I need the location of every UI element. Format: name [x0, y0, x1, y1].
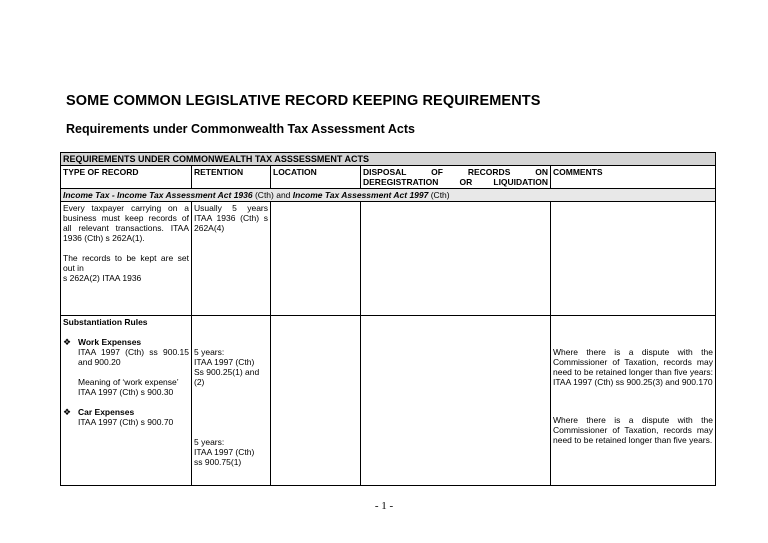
comments-cell: [551, 202, 716, 316]
car-comment: Where there is a dispute with the Commissioner of Taxation, records may need to be retained longer than five years.: [553, 415, 713, 445]
type-text-3: s 262A(2) ITAA 1936: [63, 273, 142, 283]
work-retention-2: ITAA 1997 (Cth): [194, 357, 255, 367]
header-location: LOCATION: [271, 166, 361, 189]
car-retention-3: ss 900.75(1): [194, 457, 242, 467]
header-comments: COMMENTS: [551, 166, 716, 189]
table-banner: REQUIREMENTS UNDER COMMONWEALTH TAX ASSSESSMENT ACTS: [61, 153, 716, 166]
work-expense-meaning-ref: ITAA 1997 (Cth) s 900.30: [78, 387, 174, 397]
work-expenses-ref: ITAA 1997 (Cth) ss 900.15 and 900.20: [78, 347, 189, 367]
car-expenses-ref: ITAA 1997 (Cth) s 900.70: [78, 417, 174, 427]
substantiation-heading: Substantiation Rules: [63, 317, 148, 327]
retention-cell: [192, 316, 271, 486]
requirements-table: [60, 152, 716, 486]
work-expense-meaning: Meaning of ‘work expense’: [78, 377, 179, 387]
header-retention: RETENTION: [192, 166, 271, 189]
type-text-2: The records to be kept are set out in: [63, 253, 189, 273]
location-cell: [271, 316, 361, 486]
disposal-cell: [361, 316, 551, 486]
table-row: [61, 202, 716, 316]
page-subtitle: Requirements under Commonwealth Tax Assessment Acts: [66, 122, 415, 136]
section-heading: Income Tax - Income Tax Assessment Act 1936 (Cth) and Income Tax Assessment Act 1997 (Cth): [61, 189, 716, 202]
type-text-1: Every taxpayer carrying on a business must keep records of all relevant transactions. ITAA 1936 (Cth) s 262A(1).: [63, 203, 189, 243]
car-retention-2: ITAA 1997 (Cth): [194, 447, 255, 457]
table-header-row: [61, 166, 716, 189]
disposal-cell: [361, 202, 551, 316]
work-expenses-title: Work Expenses: [78, 337, 142, 347]
work-retention-1: 5 years:: [194, 347, 225, 357]
header-disposal: DISPOSAL OF RECORDS ON DEREGISTRATION OR LIQUIDATION: [361, 166, 551, 189]
work-comment: Where there is a dispute with the Commissioner of Taxation, records may need to be retained longer than five years: ITAA 1997 (Cth) ss 900.25(3) and 900.170: [553, 347, 713, 387]
type-cell: [61, 316, 192, 486]
table-row: [61, 316, 716, 486]
retention-cell: Usually 5 years ITAA 1936 (Cth) s 262A(4): [192, 202, 271, 316]
comments-cell: [551, 316, 716, 486]
car-retention-1: 5 years:: [194, 437, 225, 447]
work-retention-3: Ss 900.25(1) and (2): [194, 367, 260, 387]
page-title: SOME COMMON LEGISLATIVE RECORD KEEPING REQUIREMENTS: [66, 93, 541, 109]
page-number: - 1 -: [374, 500, 394, 512]
header-type-of-record: TYPE OF RECORD: [61, 166, 192, 189]
type-cell: [61, 202, 192, 316]
diamond-bullet-icon: ❖: [63, 407, 72, 417]
diamond-bullet-icon: ❖: [63, 337, 72, 347]
car-expenses-title: Car Expenses: [78, 407, 135, 417]
location-cell: [271, 202, 361, 316]
